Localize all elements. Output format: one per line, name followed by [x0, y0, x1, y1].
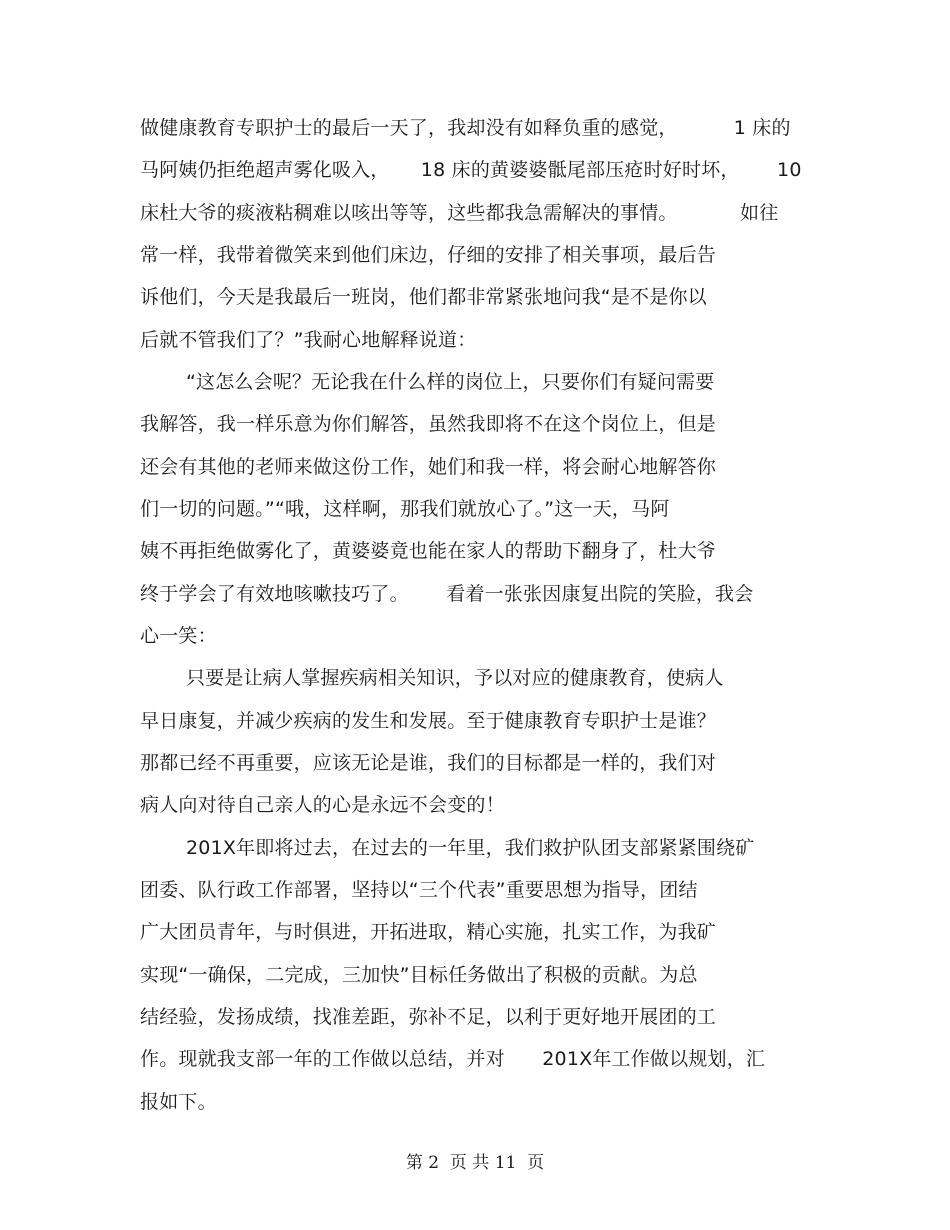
paragraph-line: 病人向对待自己亲人的心是永远不会变的！ [140, 794, 505, 816]
paragraph-line: 做健康教育专职护士的最后一天了，我却没有如释负重的感觉， 1 床的 [140, 117, 791, 139]
paragraph-line: 201X年即将过去，在过去的一年里，我们救护队团支部紧紧围绕矿 [186, 837, 755, 859]
paragraph-line: 马阿姨仍拒绝超声雾化吸入， 18 床的黄婆婆骶尾部压疮时好时坏， 10 [140, 159, 802, 181]
paragraph-line: “这怎么会呢？无论我在什么样的岗位上，只要你们有疑问需要 [186, 371, 715, 393]
paragraph-line: 后就不管我们了？”我耐心地解释说道： [140, 329, 477, 351]
paragraph-line: 们一切的问题。”“哦，这样啊，那我们就放心了。”这一天，马阿 [140, 498, 670, 520]
paragraph-line: 诉他们，今天是我最后一班岗，他们都非常紧张地问我“是不是你以 [140, 286, 707, 308]
paragraph-line: 广大团员青年，与时俱进，开拓进取，精心实施，扎实工作，为我矿 [140, 921, 717, 943]
paragraph-line: 那都已经不再重要，应该无论是谁，我们的目标都是一样的，我们对 [140, 752, 717, 774]
paragraph-line: 床杜大爷的痰液粘稠难以咳出等等，这些都我急需解决的事情。 如往 [140, 202, 779, 224]
paragraph-line: 只要是让病人掌握疾病相关知识，予以对应的健康教育，使病人 [186, 667, 724, 689]
paragraph-line: 早日康复，并减少疾病的发生和发展。至于健康教育专职护士是谁？ [140, 710, 717, 732]
paragraph-line: 我解答，我一样乐意为你们解答，虽然我即将不在这个岗位上，但是 [140, 413, 717, 435]
paragraph-line: 还会有其他的老师来做这份工作，她们和我一样，将会耐心地解答你 [140, 456, 717, 478]
paragraph-line: 实现“一确保，二完成，三加快”目标任务做出了积极的贡献。为总 [140, 964, 698, 986]
page-number-footer: 第 2 页 共 11 页 [405, 1153, 545, 1173]
paragraph-line: 作。现就我支部一年的工作做以总结，并对 201X年工作做以规划，汇 [140, 1048, 766, 1070]
paragraph-line: 报如下。 [140, 1091, 217, 1113]
paragraph-line: 常一样，我带着微笑来到他们床边，仔细的安排了相关事项，最后告 [140, 244, 717, 266]
paragraph-line: 姨不再拒绝做雾化了，黄婆婆竟也能在家人的帮助下翻身了，杜大爷 [140, 540, 717, 562]
paragraph-line: 心一笑： [140, 625, 217, 647]
paragraph-line: 团委、队行政工作部署，坚持以“三个代表”重要思想为指导，团结 [140, 879, 698, 901]
paragraph-line: 终于学会了有效地咳嗽技巧了。 看着一张张因康复出院的笑脸，我会 [140, 583, 754, 605]
paragraph-line: 结经验，发扬成绩，找准差距，弥补不足，以利于更好地开展团的工 [140, 1006, 717, 1028]
